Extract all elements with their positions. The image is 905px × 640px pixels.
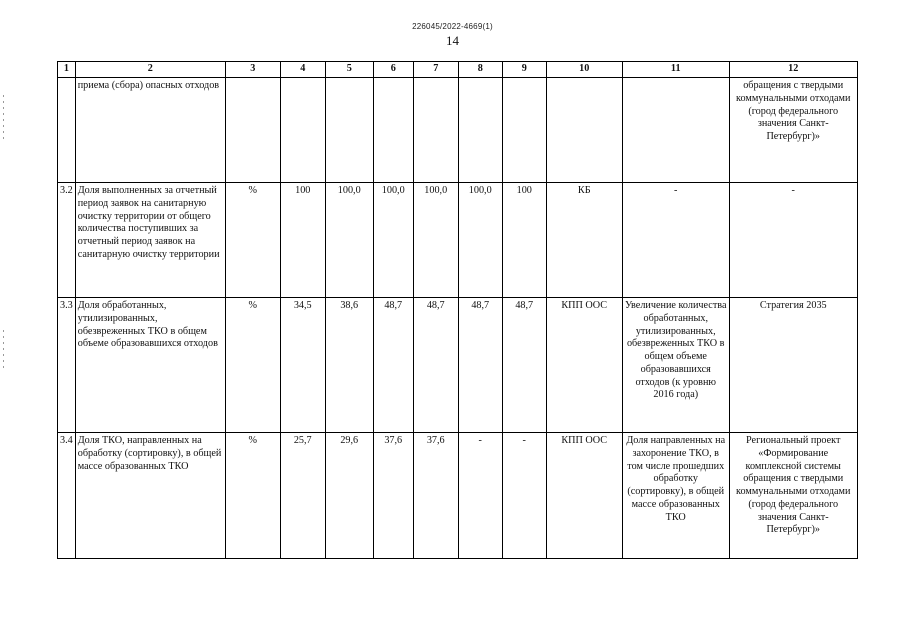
comment-cell: - — [622, 183, 729, 298]
table-row — [58, 433, 858, 559]
basis-cell: Региональный проект «Формирование комплексной системы обращения с твердыми коммунальными отходами (город федерального значения Санкт-Петербург)» — [729, 433, 857, 559]
indicator-name: приема (сбора) опасных отходов — [75, 78, 225, 183]
value-cell: 29,6 — [325, 433, 373, 559]
row-number: 3.3 — [58, 298, 76, 433]
value-cell: 37,6 — [373, 433, 413, 559]
value-cell: 48,7 — [373, 298, 413, 433]
basis-cell: Стратегия 2035 — [729, 298, 857, 433]
column-header: 3 — [225, 62, 280, 78]
basis-cell: обращения с твердыми коммунальными отходами (город федерального значения Санкт-Петербург)» — [729, 78, 857, 183]
value-cell: 48,7 — [458, 298, 502, 433]
document-id: 226045/2022-4669(1) — [412, 22, 493, 31]
indicator-name: Доля выполненных за отчетный период заявок на санитарную очистку территории от общего количества поступивших за отчетный период заявок на санитарную очистку территории — [75, 183, 225, 298]
value-cell — [280, 78, 325, 183]
unit-cell — [225, 78, 280, 183]
value-cell — [458, 78, 502, 183]
page-number: 14 — [446, 33, 459, 48]
column-header: 10 — [546, 62, 622, 78]
unit-cell: % — [225, 183, 280, 298]
column-header: 8 — [458, 62, 502, 78]
source-cell: КПП ООС — [546, 433, 622, 559]
source-cell: КБ — [546, 183, 622, 298]
column-header: 6 — [373, 62, 413, 78]
column-header: 1 — [58, 62, 76, 78]
table-header-row — [58, 62, 858, 78]
table-row — [58, 78, 858, 183]
value-cell: 100,0 — [413, 183, 458, 298]
table-row — [58, 183, 858, 298]
comment-cell: Доля направленных на захоронение ТКО, в том числе прошедших обработку (сортировку), в общей массе образованных ТКО — [622, 433, 729, 559]
unit-cell: % — [225, 433, 280, 559]
value-cell: 34,5 — [280, 298, 325, 433]
indicator-name: Доля ТКО, направленных на обработку (сортировку), в общей массе образованных ТКО — [75, 433, 225, 559]
column-header: 2 — [75, 62, 225, 78]
value-cell — [502, 78, 546, 183]
value-cell: 25,7 — [280, 433, 325, 559]
table-row — [58, 298, 858, 433]
column-header: 12 — [729, 62, 857, 78]
comment-cell — [622, 78, 729, 183]
scan-margin-mark — [3, 95, 4, 140]
indicators-table — [57, 61, 858, 559]
column-header: 5 — [325, 62, 373, 78]
value-cell: 100,0 — [458, 183, 502, 298]
row-number: 3.4 — [58, 433, 76, 559]
column-header: 11 — [622, 62, 729, 78]
value-cell: 100 — [502, 183, 546, 298]
value-cell — [325, 78, 373, 183]
comment-cell: Увеличение количества обработанных, утилизированных, обезвреженных ТКО в общем объеме образовавшихся отходов (к уровню 2016 года) — [622, 298, 729, 433]
value-cell: 38,6 — [325, 298, 373, 433]
value-cell: 48,7 — [413, 298, 458, 433]
value-cell: - — [502, 433, 546, 559]
value-cell: 100 — [280, 183, 325, 298]
source-cell: КПП ООС — [546, 298, 622, 433]
value-cell: 100,0 — [373, 183, 413, 298]
value-cell — [413, 78, 458, 183]
column-header: 4 — [280, 62, 325, 78]
column-header: 7 — [413, 62, 458, 78]
source-cell — [546, 78, 622, 183]
unit-cell: % — [225, 298, 280, 433]
value-cell: 48,7 — [502, 298, 546, 433]
row-number: 3.2 — [58, 183, 76, 298]
value-cell: 100,0 — [325, 183, 373, 298]
row-number — [58, 78, 76, 183]
indicator-name: Доля обработанных, утилизированных, обезвреженных ТКО в общем объеме образовавшихся отходов — [75, 298, 225, 433]
document-header — [0, 22, 905, 49]
value-cell — [373, 78, 413, 183]
value-cell: - — [458, 433, 502, 559]
value-cell: 37,6 — [413, 433, 458, 559]
column-header: 9 — [502, 62, 546, 78]
basis-cell: - — [729, 183, 857, 298]
scan-margin-mark — [3, 330, 4, 370]
